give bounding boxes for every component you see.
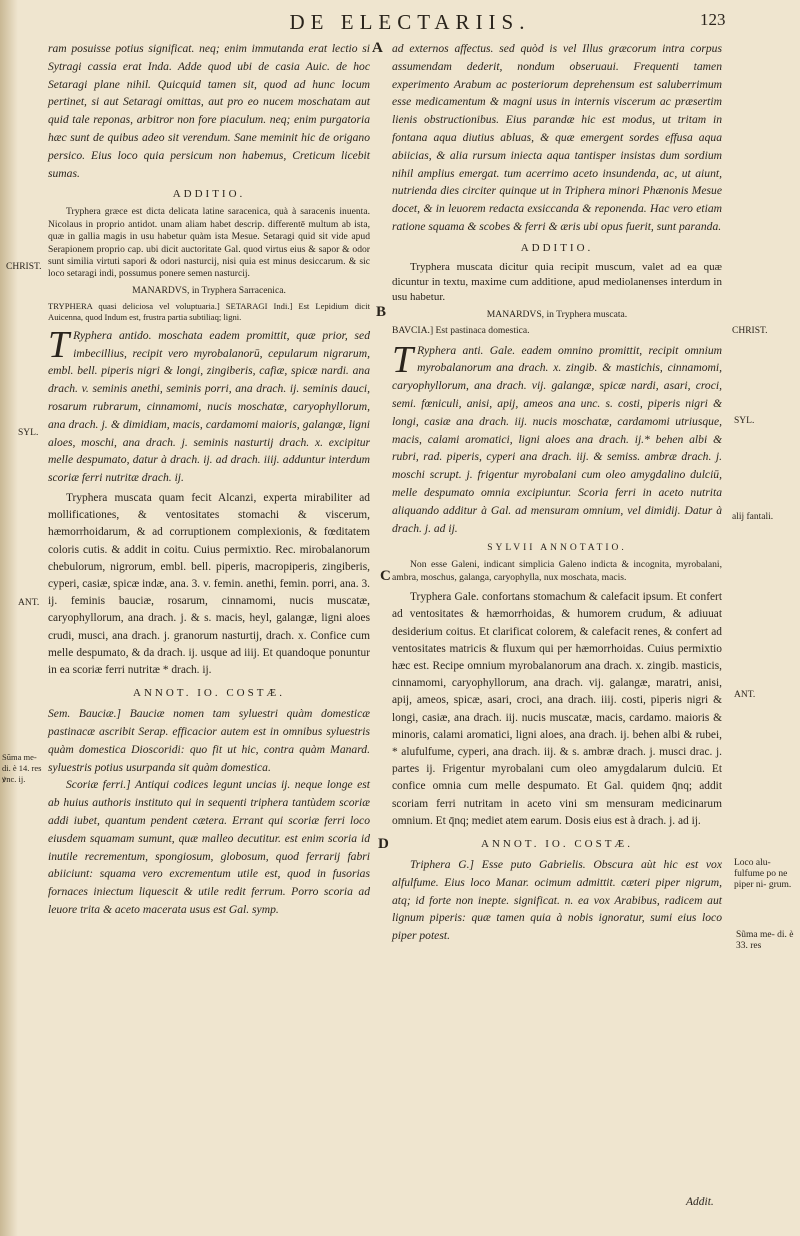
left-paragraph-4: TRYPHERA quasi deliciosa vel voluptuaria.] SETARAGI Indi.] Est Lepidium dicit Auicenna, quod Indum est, frustra partia subtiliaq; ligni. [48, 301, 370, 323]
left-paragraph-7: Sem. Bauciæ.] Bauciæ nomen tam syluestri quàm domesticæ pastinacæ ascribit Serap. efficacior autem est in omnibus syluestris quàm domestica Dioscoridi: quo fit ut hic, contra quàm Manard. syluestris potius usurpanda sit quàm domestica. [48, 707, 370, 774]
margin-summa-right: Sũma me- di. è 33. res [736, 930, 794, 951]
right-paragraph-1: ad externos affectus. sed quòd is vel Illus græcorum intra corpus assumendam dederit, nondum obseruaui. Frequenti tamen experimento Arabum ac posteriorum deprehensum est saluberrimum esse medicamentum & magni usus in internis viscerum ac præsertim lienis obstructionibus. Eius parandæ hic est modus, ut tritam in fontana aqua diutius abluas, & quæ emergent sordes effusa aqua abiicias, & alia rursum iniecta aqua tantisper insistas dum sordium nihil amplius emergat. tum acerrimo aceto insundenda, ac, ut aiunt, nutrienda dies circiter quinque ut in Triphera minori Phænonis Mesue docet, & in leuorem redacta exsiccanda & reponenda. Hac vero etiam ratione squama & scobes & ferri & æris ubi opus fuerit, sunt paranda. [392, 42, 722, 233]
section-letter-c: C [380, 568, 391, 584]
page-number: 123 [700, 10, 726, 29]
margin-summa-left: Sũma me- di. è 14. res ꝟnc. ij. [2, 752, 42, 784]
margin-loco-note: Loco alu- fulfume po ne piper ni- grum. [734, 858, 792, 890]
right-column [392, 40, 722, 945]
left-paragraph-8: Scoriæ ferri.] Antiqui codices legunt uncias ij. neque longe est ab huius authoris instituto qui in sequenti triphera tantùdem scoriæ addi iubet, quantum pendent cætera. Errant qui scoriæ ferri loco eiusdem squamam sumunt, quæ malleo decutitur. est enim scoria id inutile recrementum, spongiosum, globosum, quod ferrarij fabri abiiciunt: squama vero excrementum utile est, quod in fusorias fornaces iniectum liquescit & utile redit ferrum. Porro scoria ad leuore trita & aceto macerata usus est Gal. symp. [48, 778, 370, 916]
left-paragraph-5-text: Ryphera antido. moschata eadem promittit, quæ prior, sed imbecillius, recipit vero myrobalanorū, cepularum nigrarum, embl. bell. piperis nigri & longi, zingiberis, cafiæ, spicæ nardi. ana drach. v. seminis anethi, seminis porri, ana drach. ij. seminis dauci, rosarum rubrarum, cinnamomi, nucis moschatæ, caryophyllorum, ana drach. j. & dimidiam, macis, cardamomi maioris, galangæ, ligni aloes, moschi, ana drach. j. seminis nasturtij drach. x. excipitur melle despumato, datur à drach. ij. ad drach. iiij. adduntur interdum scoriæ ferri nutritæ drach. ij. [48, 328, 370, 485]
margin-syl-left: SYL. [18, 428, 39, 438]
right-paragraph-6: Non esse Galeni, indicant simplicia Galeno indicta & incognita, myrobalani, ambra, moschus, galanga, caryophylla, nux moschata, macis. [392, 559, 722, 583]
margin-christ-right: CHRIST. [732, 326, 768, 336]
margin-ant-left: ANT. [18, 598, 40, 608]
running-title: DE ELECTARIIS. [289, 10, 531, 34]
margin-syl-right: SYL. [734, 416, 755, 426]
section-letter-a: A [372, 40, 383, 56]
dropcap-left: T [48, 323, 70, 366]
right-heading-additio: ADDITIO. [520, 241, 594, 254]
left-paragraph-1: ram posuisse potius significat. neq; enim immutanda erat lectio si Sytragi cassia erat Inda. Adde quod ubi de casia Auic. de hoc Setaragi plane nihil. Quicquid tamen sit, quod ad hunc locum pertinet, si aut Setaragi omittas, aut pro eo nucem moschatam aut quid tale reponas, arbitror non fore piaculum. neq; enim purgatoria hæc sunt de quibus adeo sit verendum. Sane meminit hic de origano persico. Eius loco quia persicum non habemus, Creticum licebit sumas. [48, 42, 370, 180]
right-heading-sylvii: SYLVII ANNOTATIO. [487, 543, 627, 554]
catchword: Addit. [686, 1196, 714, 1208]
left-heading-additio: ADDITIO. [172, 188, 246, 201]
left-paragraph-2: Tryphera græce est dicta delicata latine saracenica, quà à saracenis inuenta. Nicolaus in proprio antidot. unam aliam habet descrip. differentē multum ab ista, quæ in gallia magis in usu habetur quàm ista Mesue. Setaragi quid sit vide apud Serapionem proprio cap. ubi dicit auctoritate Gal. quod virtus eius & sapor & odor sunt similia virtuti sapori & odori nasturcij, nisi quia est minus desiccarum. & sic loco setaragi indi, possumus ponere semen nasturcij. [48, 206, 370, 280]
right-paragraph-7: Tryphera Gale. confortans stomachum & calefacit ipsum. Et confert ad ventositates & hæmorrhoidas, & humorem crudum, & adiuuat desiderium coitus. Et clarificat colorem, & calefacit renes, & confert ad ventositates matricis & fluxum qui per hæmorrhoidas. Cuius permixtio hæc est. Recipe omnium myrobalanorum ana drach. x. zingib. masticis, cinnamomi, caryophyllorum, ana drach. vij. galangæ, maratri, anisi, apij, ameos, spicæ, asari, croci, ana drach. iiij. costi, piperis nigri & longi, casiæ, ana drach. iij. nucis muscatæ, macis, cardamo. maioris & minoris, calami aromatici, ligni aloes, ana drach. ij. behen albi & rubei, * alufulfume, cyperi, ana drach. iij. & s. ambræ drach. j. musci drac. j. partes ij. Frigentur myrobalani cum oleo amygdalarum dulciū. Et confice omnia cum melle despumato. Et Gal. quidem q̄nq; addit scoriam ferri nutritam in aceto vini sm mensuram medicinarum omnium. Et q̄nq; mediet atem earum. Dosis eius est à drach. j. ad ij. [392, 591, 722, 827]
right-paragraph-2: Tryphera muscata dicitur quia recipit muscum, valet ad ea quæ dicuntur in textu, maxime cum additione, apud mediolanenses interdum in usu habetur. [392, 260, 722, 303]
left-manardus-heading: MANARDVS, in Tryphera Sarracenica. [132, 284, 286, 296]
right-paragraph-8: Triphera G.] Esse puto Gabrielis. Obscura aùt hic est vox alfulfume. Eius loco Manar. ocimum admittit. cæteri piper nigrum, atq; id forte non inepte. significat. n. ea vox Arabibus, radicem aut lignum piperis: quæ tamen quia à nobis ignoratur, sumi eius loco piper potest. [392, 858, 722, 943]
margin-christ-left: CHRIST. [6, 262, 42, 272]
section-letter-d: D [378, 836, 389, 852]
left-paragraph-5 [48, 323, 370, 487]
right-paragraph-5-text: Ryphera anti. Gale. eadem omnino promittit, recipit omnium myrobalanorum ana drach. x. zingib. & mastichis, cinnamomi, caryophyllorum, ana drach. vij. galangæ, spicæ nardi, asari, croci, semi. fœniculi, anisi, apij, ameos ana unc. s. costi, piperis nigri & longi, casiæ ana drach. iij. nucis moschatæ, cardamomi utriusque, macis, calami aromatici, ligni aloes ana drach. ij.* behen albi & rubri, rad. piperis, cyperi ana drach. iij. & semiss. ambræ drach. j. moschi scrupt. j. frigentur myrobalani cum oleo amygdalino dulciū, melle despumato omnia excipiuntur. Scoria ferri in aceto nutrita aliquando additur à Gal. ad mensuram omnium, vel dimidij. Datur à drach. j. ad ij. [392, 343, 722, 535]
left-heading-annot-costae: ANNOT. IO. COSTÆ. [133, 687, 285, 700]
left-paragraph-6: Tryphera muscata quam fecit Alcanzi, experta mirabiliter ad mollificationes, & ventositates stomachi & viscerum, hæmorrhoidarum, & ad corruptionem complexionis, & fœditatem coloris cutis. & addit in coitu. Cuius permixtio. Rec. mirobalanorum chebulorum, nigrorum, embl. bell. piperis, macropiperis, zingiberis, cyperi, casiæ, spicæ indæ, ana. 3. v. femin. anethi, femin. porri, ana. 3. ij. feminis bauciæ, rosarum, cinnamomi, nucis muscatæ, caryophyllorum, ana drach. j. & s. macis, heyl, galangæ, ligni aloes crudi, musci, ana drach. j. granorum nasturtij, drach. x. Confice cum melle despumato, & da drach. ij. usque ad iiij. Et quandoque ponuntur in ea scoriæ ferri nutritæ * drach. ij. [48, 491, 370, 677]
right-paragraph-5 [392, 338, 722, 538]
right-paragraph-4: BAVCIA.] Est pastinaca domestica. [392, 325, 530, 337]
left-column [48, 40, 370, 919]
dropcap-right: T [392, 338, 414, 381]
section-letter-b: B [376, 304, 387, 320]
binding-gutter [0, 0, 18, 1236]
margin-aliis-fantali: alij fantali. [732, 512, 774, 522]
margin-ant-right: ANT. [734, 690, 756, 700]
right-heading-annot-costae: ANNOT. IO. COSTÆ. [481, 838, 633, 850]
right-manardus-heading: MANARDVS, in Tryphera muscata. [486, 308, 628, 320]
